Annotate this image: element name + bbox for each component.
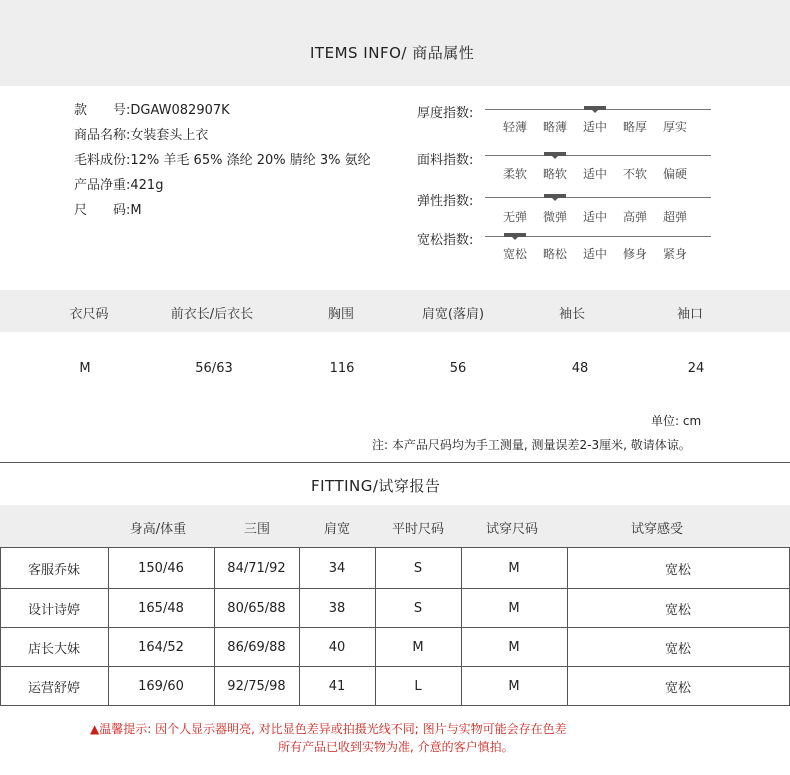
fitting-cell: 80/65/88 [227, 600, 286, 616]
size-table-header [0, 290, 790, 332]
fitting-cell: 169/60 [138, 678, 184, 694]
size-value-cell: 24 [687, 361, 705, 376]
size-value-cell: 48 [571, 361, 589, 376]
size-header-cell: 袖口 [676, 307, 704, 322]
size-header-cell: 袖长 [558, 307, 586, 322]
info-label: 商品名称: [74, 128, 131, 143]
thickness-index-label: 厚度指数: [417, 106, 474, 121]
fitting-cell: 41 [328, 678, 346, 694]
info-row-size [74, 199, 142, 218]
tester-name: 客服乔妹 [27, 562, 80, 578]
fabric-index-marker [544, 152, 566, 156]
index-option: 适中 [582, 120, 607, 134]
fitting-cell: M [508, 560, 520, 576]
fitting-cell: 84/71/92 [227, 560, 286, 576]
size-header-cell: 胸围 [327, 307, 355, 322]
fitting-cell: M [508, 600, 520, 616]
index-option: 宽松 [502, 247, 527, 261]
tester-name: 运营舒婷 [27, 680, 80, 696]
fitting-header-cell: 试穿尺码 [485, 522, 539, 537]
info-value: 女装套头上衣 [130, 128, 209, 143]
fit-index-label: 宽松指数: [417, 233, 474, 248]
items-info-title: ITEMS INFO/ 商品属性 [310, 44, 475, 62]
fitting-cell: L [414, 678, 422, 694]
size-header-cell: 衣尺码 [69, 307, 109, 322]
grid-line [0, 705, 790, 706]
fitting-header-cell: 肩宽 [323, 522, 351, 537]
fitting-cell: 164/52 [138, 639, 184, 655]
fabric-index-label: 面料指数: [417, 153, 474, 168]
index-option: 紧身 [662, 247, 687, 261]
index-option: 厚实 [662, 120, 687, 134]
info-value: M [130, 203, 142, 218]
index-option: 适中 [582, 210, 607, 224]
fitting-cell: M [508, 678, 520, 694]
tester-name: 设计诗婷 [27, 602, 80, 618]
fitting-header-cell: 试穿感受 [630, 522, 684, 537]
fit-index-marker [504, 233, 526, 237]
thickness-index-marker [584, 106, 606, 110]
size-value-cell: 116 [329, 361, 355, 376]
size-header-cell: 前衣长/后衣长 [170, 307, 254, 322]
fitting-header-cell: 身高/体重 [129, 522, 187, 537]
info-label: 款 号: [74, 103, 131, 118]
fitting-header-cell: 平时尺码 [391, 522, 445, 537]
info-label: 产品净重: [74, 178, 131, 193]
size-value-cell: M [79, 361, 91, 376]
fitting-cell: 宽松 [664, 641, 691, 657]
elasticity-index-scale [485, 197, 711, 198]
warm-tip-line2: 所有产品已收到实物为准, 介意的客户慎拍。 [278, 740, 514, 754]
size-value-cell: 56/63 [195, 361, 233, 376]
fitting-cell: 宽松 [664, 680, 691, 696]
tester-name: 店长大妹 [27, 641, 80, 657]
index-option: 修身 [622, 247, 647, 261]
index-option: 略薄 [542, 120, 567, 134]
fitting-cell: 34 [328, 560, 346, 576]
index-option: 适中 [582, 167, 607, 181]
elasticity-index-marker [544, 194, 566, 198]
section-divider [0, 462, 790, 463]
info-value: 421g [130, 178, 164, 193]
info-label: 毛料成份: [74, 153, 131, 168]
info-row-weight [74, 174, 163, 193]
index-option: 轻薄 [502, 120, 527, 134]
fitting-cell: 165/48 [138, 600, 184, 616]
fitting-cell: S [413, 560, 423, 576]
fitting-cell: 宽松 [664, 602, 691, 618]
info-row-name [74, 124, 208, 143]
index-option: 偏硬 [662, 167, 687, 181]
fitting-header-cell: 三围 [243, 522, 271, 537]
fitting-title: FITTING/试穿报告 [311, 477, 441, 495]
index-option: 略软 [542, 167, 567, 181]
warm-tip: ▲温馨提示: 因个人显示器明亮, 对比显色差异或拍摄光线不同; 图片与实物可能会存在色差 [90, 722, 567, 736]
index-option: 无弹 [502, 210, 527, 224]
info-row-code [74, 99, 230, 118]
unit-label: 单位: cm [651, 414, 702, 428]
fitting-cell: M [508, 639, 520, 655]
size-header-cell: 肩宽(落肩) [421, 307, 485, 322]
fitting-cell: 150/46 [138, 560, 184, 576]
index-option: 高弹 [622, 210, 647, 224]
fitting-cell: 92/75/98 [227, 678, 286, 694]
fitting-cell: M [412, 639, 424, 655]
index-option: 不软 [622, 167, 647, 181]
info-label: 尺 码: [74, 203, 131, 218]
index-option: 柔软 [502, 167, 527, 181]
fitting-cell: 40 [328, 639, 346, 655]
index-option: 略厚 [622, 120, 647, 134]
elasticity-index-label: 弹性指数: [417, 194, 474, 209]
info-row-material [74, 149, 371, 168]
fabric-index-scale [485, 155, 711, 156]
fitting-cell: 86/69/88 [227, 639, 286, 655]
index-option: 略松 [542, 247, 567, 261]
fitting-cell: 38 [328, 600, 346, 616]
info-value: 12% 羊毛 65% 涤纶 20% 腈纶 3% 氨纶 [130, 153, 371, 168]
size-value-cell: 56 [449, 361, 467, 376]
index-option: 微弹 [542, 210, 567, 224]
index-option: 适中 [582, 247, 607, 261]
fitting-cell: 宽松 [664, 562, 691, 578]
index-option: 超弹 [662, 210, 687, 224]
fitting-cell: S [413, 600, 423, 616]
info-value: DGAW082907K [130, 103, 230, 118]
measurement-note: 注: 本产品尺码均为手工测量, 测量误差2-3厘米, 敬请体谅。 [372, 438, 691, 452]
